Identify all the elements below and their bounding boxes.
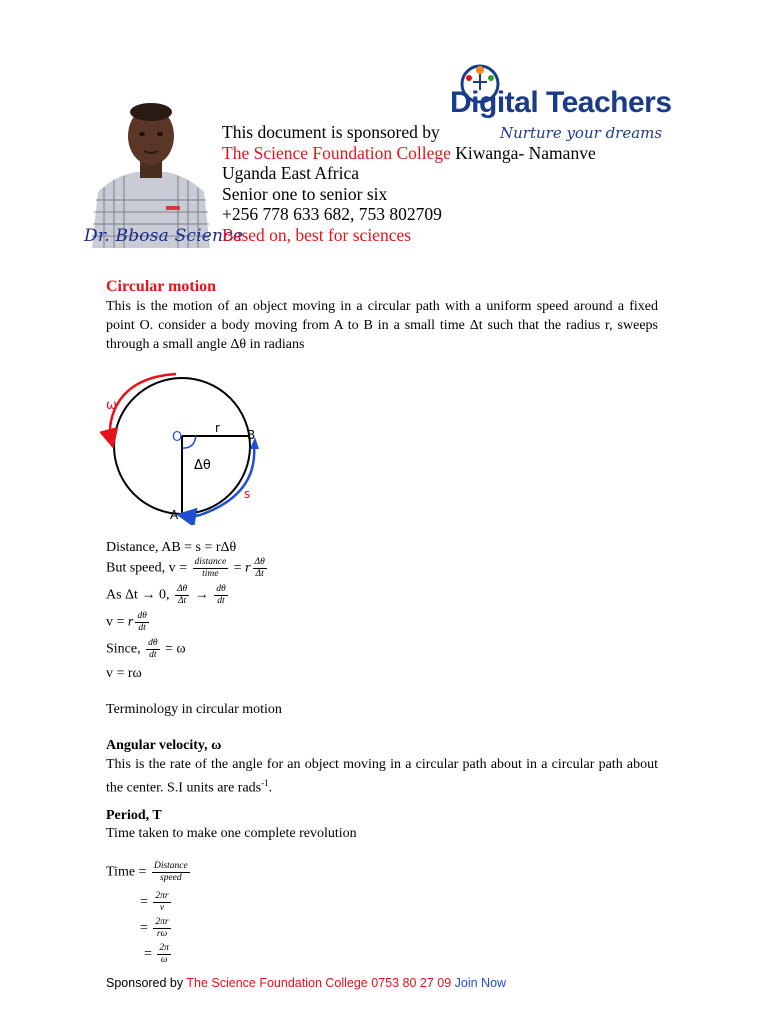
frac-2pir-v: $\frac{2\pi r}{v}$ <box>155 891 169 913</box>
period-text: Time taken to make one complete revolution <box>106 826 357 841</box>
eq-time-1: Time = $\frac{\text{Distance}}{\text{speed}}$ <box>106 861 188 883</box>
join-now-link[interactable]: Join Now <box>451 976 507 990</box>
label-s: s <box>244 487 251 501</box>
label-b: B <box>247 428 256 442</box>
eq-speed: But speed, v = $\frac{\text{distance}}{\text{time}}$ = r $\frac{\Delta\theta}{\Delta t}$ <box>106 557 265 579</box>
period-title: Period, T <box>106 808 162 823</box>
terminology-heading: Terminology in circular motion <box>106 702 282 717</box>
sponsor-block <box>222 122 596 245</box>
frac-distance-time: $\frac{\text{distance}}{\text{time}}$ <box>194 557 227 579</box>
eq-time-3: = $\frac{2\pi r}{r\omega}$ <box>140 917 169 939</box>
footer-college: The Science Foundation College 0753 80 27 09 <box>186 976 452 990</box>
section-title: Circular motion <box>106 278 217 295</box>
tagline-line: Based on, best for sciences <box>222 224 412 245</box>
frac-v: $\frac{d\theta}{dt}$ <box>137 611 147 633</box>
levels-line: Senior one to senior six <box>222 183 388 204</box>
angle-arc <box>182 436 196 448</box>
phones-line: +256 778 633 682, 753 802709 <box>222 204 442 224</box>
angular-velocity-title: Angular velocity, ω <box>106 738 222 753</box>
label-o: O <box>172 430 183 445</box>
country-line: Uganda East Africa <box>222 163 360 183</box>
college-name: The Science Foundation College <box>222 142 451 163</box>
frac-distance-speed: $\frac{\text{Distance}}{\text{speed}}$ <box>153 861 188 883</box>
frac-limit-1: $\frac{\Delta\theta}{\Delta t}$ <box>176 584 188 606</box>
author-photo <box>84 88 218 248</box>
eq-v-romega: v = rω <box>106 666 142 681</box>
intro-paragraph: This is the motion of an object moving in a circular path with a uniform speed around a fixed point O. consider a body moving from A to B in a small time Δt such that the radius r, sweeps through a small angle Δθ in radians <box>106 299 658 352</box>
eq-v: v = r $\frac{d\theta}{dt}$ <box>106 611 147 633</box>
omega-arrow <box>110 374 176 439</box>
eq-since: Since, $\frac{d\theta}{dt}$ = ω <box>106 638 186 660</box>
label-dtheta: Δθ <box>194 458 211 473</box>
circle-diagram <box>100 365 270 525</box>
frac-since: $\frac{d\theta}{dt}$ <box>148 638 158 660</box>
frac-2pir-romega: $\frac{2\pi r}{r\omega}$ <box>155 917 169 939</box>
college-location: Kiwanga- Namanve <box>450 142 596 163</box>
logo-title: Digital Teachers <box>450 86 672 119</box>
logo-tagline: Nurture your dreams <box>500 124 663 142</box>
label-r: r <box>215 421 220 435</box>
frac-limit-2: $\frac{d\theta}{dt}$ <box>216 584 226 606</box>
eq-time-4: = $\frac{2\pi}{\omega}$ <box>144 943 169 965</box>
college-line <box>222 143 596 164</box>
label-a: A <box>170 508 179 522</box>
eq-distance: Distance, AB = s = rΔθ <box>106 540 237 555</box>
frac-2pi-omega: $\frac{2\pi}{\omega}$ <box>159 943 169 965</box>
signature: Dr. Bbosa Science <box>84 226 244 246</box>
angular-velocity-text: This is the rate of the angle for an object moving in a circular path about in a circular path about the center. S.I units are rads$^{-1}$. <box>106 757 658 796</box>
label-omega: ω <box>106 398 117 413</box>
arc-s-arrow <box>186 445 254 516</box>
eq-limit: As Δt → 0, $\frac{\Delta\theta}{\Delta t}$ → $\frac{d\theta}{dt}$ <box>106 584 226 606</box>
frac-dtheta-dt: $\frac{\Delta\theta}{\Delta t}$ <box>254 557 265 579</box>
sponsor-line: This document is sponsored by <box>222 122 440 142</box>
eq-time-2: = $\frac{2\pi r}{v}$ <box>140 891 169 913</box>
footer: Sponsored by The Science Foundation College 0753 80 27 09 Join Now <box>106 976 507 990</box>
